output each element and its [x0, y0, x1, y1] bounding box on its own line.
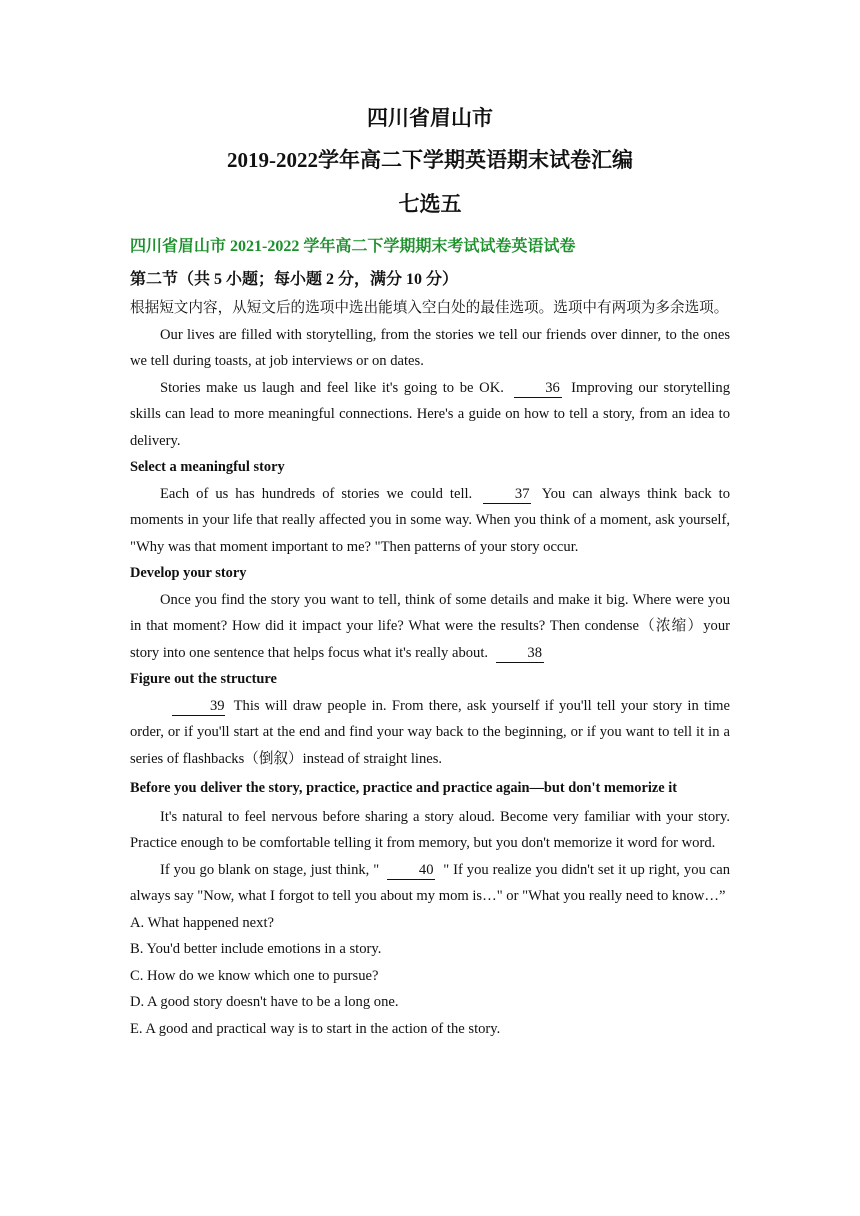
section-heading: 四川省眉山市 2021-2022 学年高二下学期期末考试试卷英语试卷 [130, 238, 576, 255]
paragraph-4 [130, 587, 730, 667]
paragraph-5-text: This will draw people in. From there, ask yourself if you'll tell your story in time order, or if you'll start at the end and find your way back to the beginning, or if you want to tell it in a series of flashbacks（倒叙）instead of straight lines. [130, 697, 731, 767]
document-body [130, 235, 730, 1042]
subheading-develop-story: Develop your story [130, 565, 247, 581]
option-c: C. How do we know which one to pursue? [130, 967, 379, 984]
blank-39: 39 [172, 698, 225, 716]
paragraph-3 [130, 481, 730, 561]
instructions: 根据短文内容，从短文后的选项中选出能填入空白处的最佳选项。选项中有两项为多余选项。 [130, 300, 729, 316]
part-heading: 第二节（共 5 小题；每小题 2 分，满分 10 分） [130, 271, 459, 288]
doc-title-main: 2019-2022学年高二下学期英语期末试卷汇编 [227, 148, 633, 172]
paragraph-4-text: Once you find the story you want to tell, think of some details and make it big. Where were you in that moment? How did it impact your life? What were the results? Then condense（浓缩）your story into one sentence that helps focus what it's really about. [130, 591, 730, 661]
blank-36: 36 [514, 380, 562, 398]
options-list [130, 910, 730, 1043]
paragraph-2-text-b: Improving our storytelling skills can lead to more meaningful connections. Here's a guide on how to tell a story, from an idea to delivery. [130, 379, 730, 449]
subheading-structure: Figure out the structure [130, 671, 277, 687]
paragraph-5 [130, 693, 730, 773]
option-b: B. You'd better include emotions in a story. [130, 941, 382, 957]
paragraph-7-text-a: If you go blank on stage, just think, " [160, 861, 380, 878]
option-e: E. A good and practical way is to start in the action of the story. [130, 1020, 501, 1037]
paragraph-6: It's natural to feel nervous before sharing a story aloud. Become very familiar with your story. Practice enough to be comfortable telling it from memory, but you don't memorize it word for word. [130, 808, 730, 851]
blank-37: 37 [483, 486, 531, 504]
paragraph-2-text-a: Stories make us laugh and feel like it's going to be OK. [160, 379, 504, 396]
option-a: A. What happened next? [130, 914, 274, 931]
paragraph-3-text-a: Each of us has hundreds of stories we could tell. [160, 485, 473, 502]
blank-38: 38 [496, 645, 544, 663]
paragraph-7-text-b: " If you realize you didn't set it up right, you can always say "Now, what I forgot to tell you about my mom is…" or "What you really need to know…” [130, 861, 731, 904]
option-d: D. A good story doesn't have to be a long one. [130, 994, 399, 1010]
paragraph-3-text-b: You can always think back to moments in your life that really affected you in some way. When you think of a moment, ask yourself, "Why was that moment important to me? "Then patterns of your story occur. [130, 485, 731, 555]
subheading-practice: Before you deliver the story, practice, practice and practice again—but don't memorize it [130, 780, 677, 796]
paragraph-1: Our lives are filled with storytelling, from the stories we tell our friends over dinner, to the ones we tell during toasts, at job interviews or on dates. [130, 326, 730, 369]
paragraph-7 [130, 857, 730, 910]
paragraph-2 [130, 375, 730, 455]
subheading-select-story: Select a meaningful story [130, 459, 285, 475]
doc-title-region: 四川省眉山市 [367, 106, 493, 130]
blank-40: 40 [387, 862, 435, 880]
doc-title-type: 七选五 [398, 192, 462, 216]
